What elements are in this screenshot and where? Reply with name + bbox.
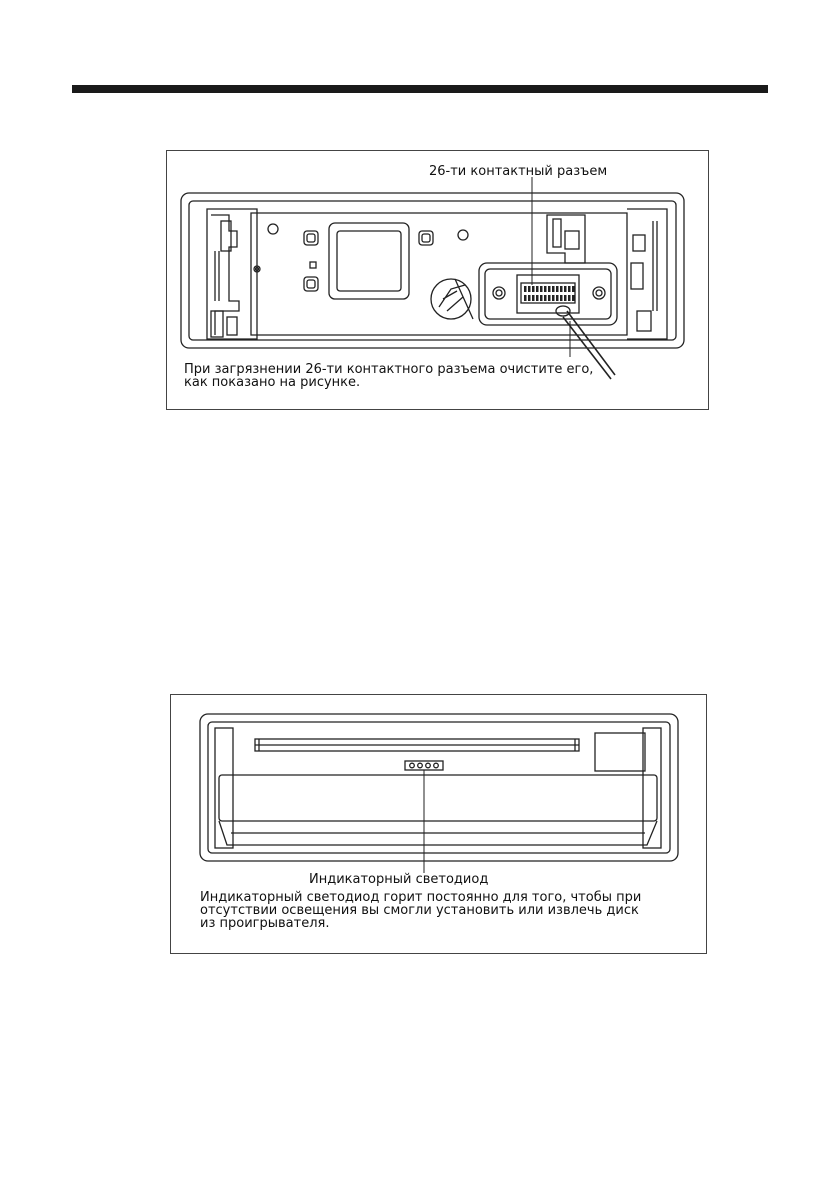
caption-line: При загрязнении 26-ти контактного разъема очистите его, (184, 362, 594, 377)
led-callout: Индикаторный светодиод (309, 872, 489, 887)
caption-line: Индикаторный светодиод горит постоянно для того, чтобы при (200, 890, 642, 905)
caption-line: из проигрывателя. (200, 916, 330, 931)
connector-callout: 26-ти контактный разъем (429, 164, 608, 179)
connector-caption (184, 363, 593, 389)
figure-panel-front (170, 694, 707, 954)
led-caption (200, 891, 641, 930)
caption-line: как показано на рисунке. (184, 375, 361, 390)
header-rule (72, 85, 768, 93)
caption-line: отсутствии освещения вы смогли установить или извлечь диск (200, 903, 639, 918)
figure-panel-back (166, 150, 709, 410)
